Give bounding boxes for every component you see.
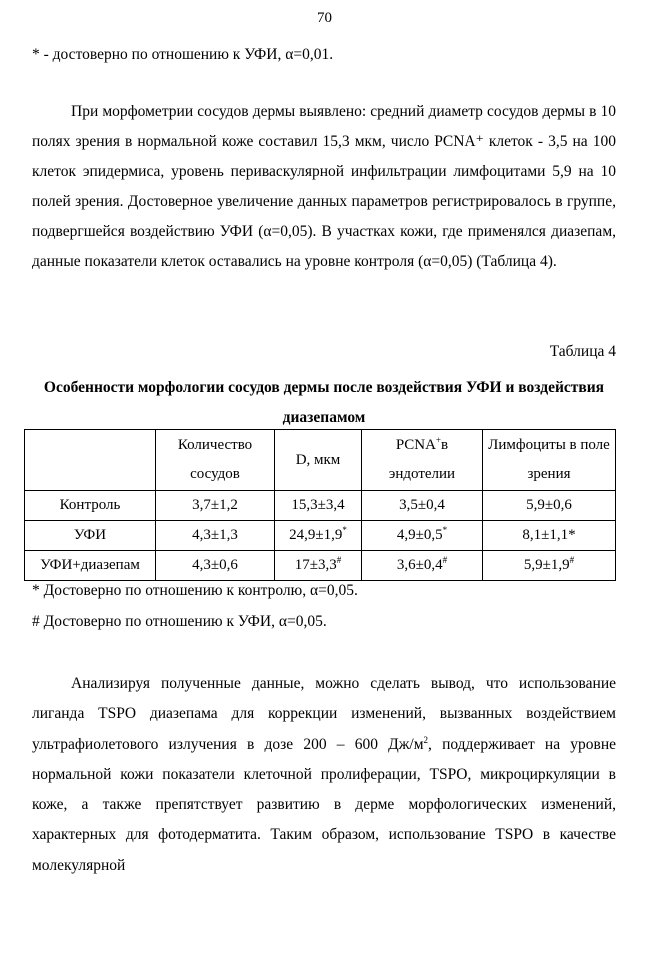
cell-diameter — [275, 521, 362, 551]
cell-pcna-value: 4,9±0,5 — [396, 527, 443, 543]
cell-pcna-sup: * — [442, 525, 448, 535]
cell-diameter — [275, 551, 362, 581]
table-row — [25, 491, 616, 521]
header-pcna-main: PCNA — [395, 437, 436, 453]
cell-diameter — [275, 491, 362, 521]
table-caption: Особенности морфологии сосудов дермы после воздействия УФИ и воздействия диазепамом — [43, 379, 605, 426]
cell-pcna — [362, 521, 483, 551]
cell-count: 4,3±1,3 — [156, 521, 275, 551]
paragraph-conclusion — [32, 669, 616, 881]
paragraph-conclusion-post: , поддерживает на уровне нормальной кожи показатели клеточной пролиферации, TSPO, микроциркуляции в коже, а также препятствует развитию в дерме морфологических изменений, характерных для фотодерматита. Таким образом, использование TSPO в качестве молекулярной — [32, 735, 616, 874]
table-row — [25, 551, 616, 581]
header-diameter: D, мкм — [275, 430, 362, 491]
cell-count: 4,3±0,6 — [156, 551, 275, 581]
cell-diameter-value: 17±3,3 — [294, 557, 337, 573]
table-footnote-asterisk: * Достоверно по отношению к контролю, α=0,05. — [32, 582, 358, 599]
header-lymphocytes: Лимфоциты в поле зрения — [483, 430, 616, 491]
table-header-row — [25, 430, 616, 491]
row-label: УФИ+диазепам — [25, 551, 156, 581]
morphology-table — [24, 429, 616, 581]
cell-lymphocytes-value: 5,9±0,6 — [526, 497, 572, 513]
paragraph-morphometry — [32, 97, 616, 277]
paragraph-conclusion-sup: 2 — [423, 734, 429, 745]
cell-lymphocytes-sup: # — [569, 555, 575, 565]
table-row — [25, 521, 616, 551]
cell-pcna — [362, 491, 483, 521]
cell-diameter-value: 15,3±3,4 — [291, 497, 345, 513]
paragraph-conclusion-pre: Анализируя полученные данные, можно сделать вывод, что использование лиганда TSPO диазепама для коррекции изменений, вызванных воздействием ультрафиолетового излучения в дозе 200 – 600 Дж/м — [32, 675, 616, 753]
cell-lymphocytes — [483, 521, 616, 551]
header-pcna — [362, 430, 483, 491]
row-label: Контроль — [25, 491, 156, 521]
header-pcna-rest: в эндотелии — [388, 437, 456, 482]
cell-count: 3,7±1,2 — [156, 491, 275, 521]
cell-lymphocytes-value: 8,1±1,1* — [522, 527, 576, 543]
cell-diameter-sup: # — [336, 555, 342, 565]
header-pcna-sup: + — [435, 435, 441, 445]
cell-pcna-value: 3,5±0,4 — [399, 497, 445, 513]
paragraph-conclusion-text — [32, 669, 616, 881]
row-label: УФИ — [25, 521, 156, 551]
cell-lymphocytes-value: 5,9±1,9 — [523, 557, 570, 573]
top-footnote: * - достоверно по отношению к УФИ, α=0,01. — [32, 46, 334, 63]
cell-diameter-sup: * — [342, 525, 347, 535]
paragraph-morphometry-text: При морфометрии сосудов дермы выявлено: средний диаметр сосудов дермы в 10 полях зрения в нормальной коже составил 15,3 мкм, число PCNA⁺ клеток - 3,5 на 100 клеток эпидермиса, уровень периваскулярной инфильтрации лимфоцитами 5,9 на 10 полей зрения. Достоверное увеличение данных параметров регистрировалось в группе, подвергшейся воздействию УФИ (α=0,05). В участках кожи, где применялся диазепам, данные показатели клеток оставались на уровне контроля (α=0,05) (Таблица 4). — [32, 103, 616, 270]
cell-lymphocytes — [483, 551, 616, 581]
header-empty-cell — [25, 430, 156, 491]
header-count: Количество сосудов — [156, 430, 275, 491]
cell-pcna-value: 3,6±0,4 — [396, 557, 443, 573]
cell-pcna-sup: # — [442, 555, 448, 565]
page-number: 70 — [317, 10, 332, 26]
table-footnote-hash: # Достоверно по отношению к УФИ, α=0,05. — [32, 613, 327, 630]
table-number: Таблица 4 — [549, 343, 616, 360]
cell-diameter-value: 24,9±1,9 — [289, 527, 343, 543]
cell-lymphocytes — [483, 491, 616, 521]
cell-pcna — [362, 551, 483, 581]
